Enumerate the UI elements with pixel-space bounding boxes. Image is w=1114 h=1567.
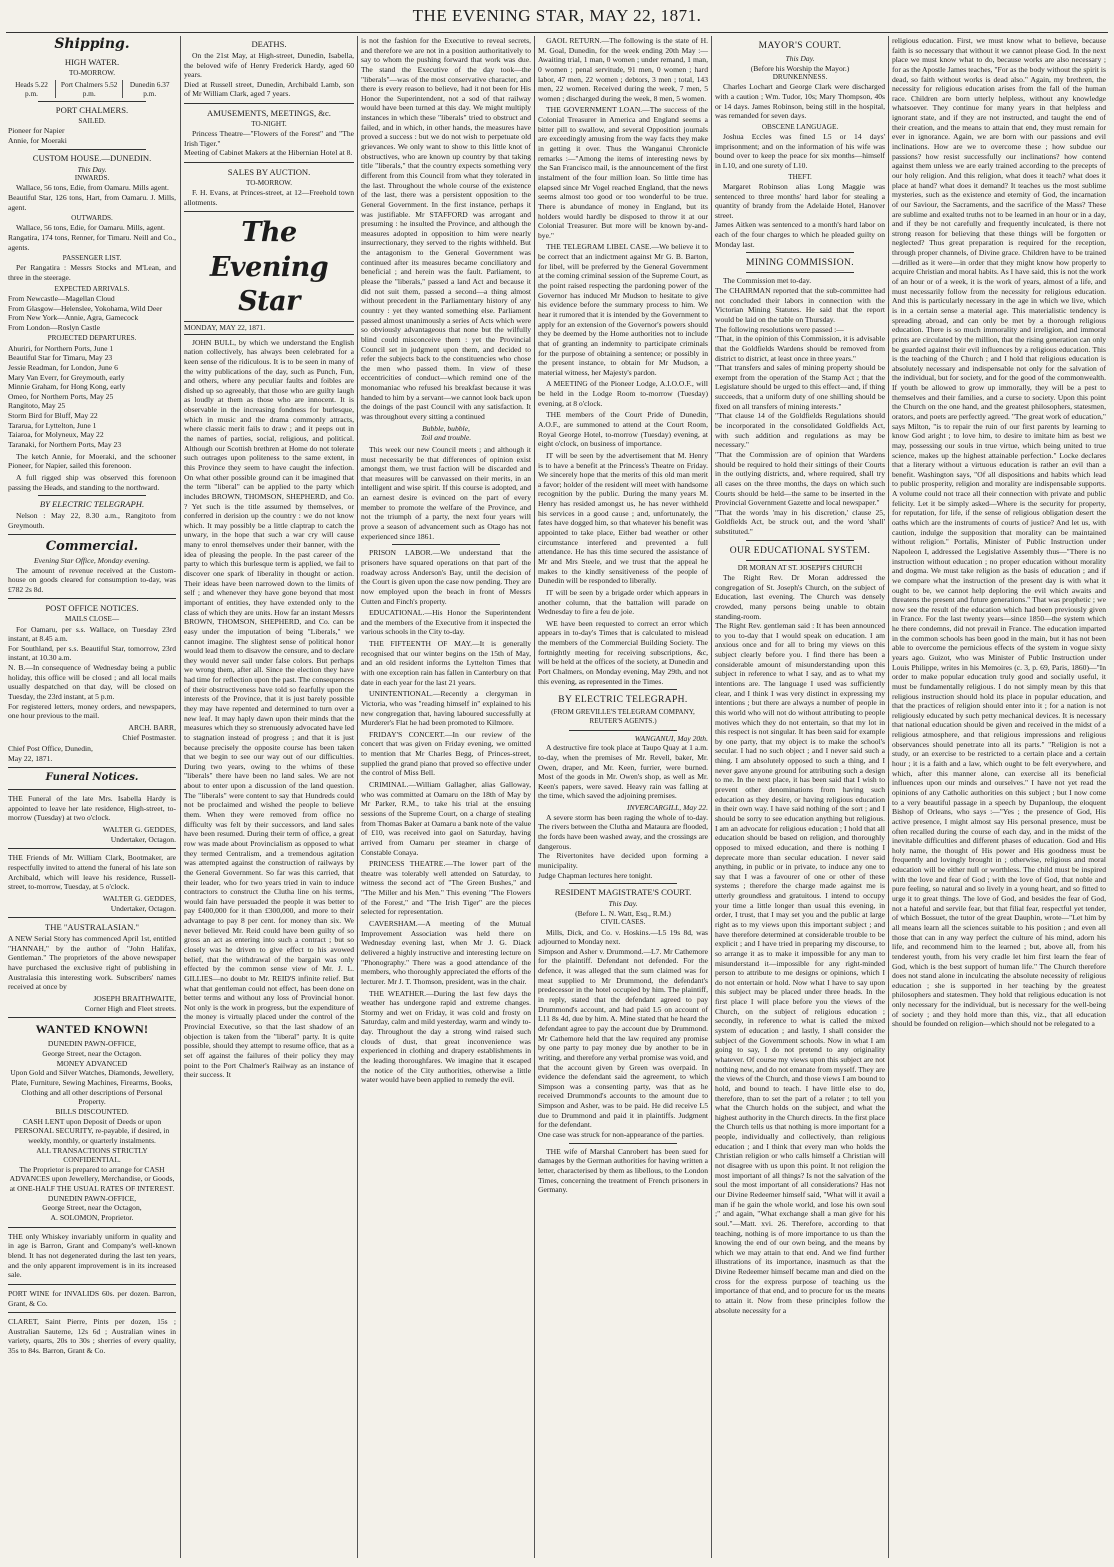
civil-cases-label: CIVIL CASES. xyxy=(600,918,646,927)
newspaper-banner: The Evening Star xyxy=(209,217,329,317)
projected-label: PROJECTED DEPARTURES. xyxy=(47,334,137,343)
column-5 xyxy=(715,36,885,1560)
tide-table xyxy=(8,80,176,99)
criminal-para: CRIMINAL.—William Gallagher, alias Galloway, who was committed at Oamaru on the 18th of May by Mr Parker, R.M., to take his trial at the ensuing sessions of the Supreme Court, on a charge of stealing from Thomas Baker at Oamaru a bank note of the value of £10, was received into gaol on Saturday, having arrived from Oamaru per steamer in charge of Constable Conaya. xyxy=(361,780,531,857)
sailed-label: SAILED. xyxy=(78,117,106,126)
column-divider xyxy=(888,36,889,1558)
civil-cases-text: Mills, Dick, and Co. v. Hoskins.—L5 19s 8d, was adjourned to Monday next. Simpson and Asher v. Drummond.—L7. Mr Cathemore for the plaintiff. Defendant not defended. For the defence, it was alleged that the sum claimed was for meat supplied to Mr Drummond, the defendant's predecessor in the hotel occupied by him. The plaintiff, in reply, stated that the defendant agreed to pay Drummond's account, and had paid L5 on account of L11 8s 4d, due by him. A. Mine stated that he heard the defendant agree to pay the account due by Drummond. Mr Cathemore held that the law required any promise by one party to pay money due by another to be in writing, and therefore any verbal promise was void, and that the account given by Green was overpaid. In evidence the defendant said the agreement, to which Simpson was a consenting party, was that as he received Drummond's accounts to the amount due to Simpson and Asher, was to be paid. He did receive L5 due to Drummond and paid it in plaintiffs. Judgment for the defendant. One case was struck for non-appearance of the parties. xyxy=(538,927,708,1140)
column-6 xyxy=(892,36,1106,1560)
inwards-label: INWARDS. xyxy=(74,174,110,183)
court-pride-para: THE members of the Court Pride of Dunedin, A.O.F., are summoned to attend at the Court Room, Royal George Hotel, to-morrow (Tuesday) evening, at eight o'clock, on business of importance. xyxy=(538,410,708,449)
theft-label: THEFT. xyxy=(788,172,812,181)
australasian-signature: JOSEPH BRAITHWAITE, Corner High and Fleet streets. xyxy=(84,993,176,1013)
funeral-notice-1-signature: WALTER G. GEDDES, Undertaker, Octagon. xyxy=(102,825,176,844)
column-divider xyxy=(534,36,535,1558)
funeral-heading: Funeral Notices. xyxy=(45,772,139,784)
educational-para: EDUCATIONAL.—His Honor the Superintendent and the members of the Executive from it inspected the various schools in the City to-day. xyxy=(361,608,531,637)
editorial-continued: is not the fashion for the Executive to reveal secrets, and therefore we are not in a position authoritatively to say to whom the pushing forward that work was due. The stand the Executive of the day took—the "liberals"—was of the most conservative character, and there is every reason to believe, had it not been for His Honor the Superintendent, not a sod of that railway would have been turned at this day. We might multiply instances in which these "liberals" tried to obstruct and failed, and in which, in other hands, the measures have proved a success : but we do not wish to perpetuate old grievances. We only want to show to this little knot of obstructives, who are known up country by that taking title "liberals," that the country expects something very different from this Council from what they tolerated in the last. Throughout the whole course of the existence of the last, there was a persistent opposition to the General Government. In the first instance, perhaps it was justifiable. Mr STAFFORD was arrogant and presuming : he insulted the Province, and although the measures adopted in opposition to him were nearly insurrectionary, they served to the rights withheld. But the antagonism to the General Government was continued after its measures became conciliatory and beneficial ; and herein was the fault. Parliament, to please the "liberals," passed a land Act and because it did not suit them, passed a second—a thing almost without precedent in the Parliamentary history of any country : yet they wanted something else. Parliament passed almost unanimously a series of Acts which were so obviously advantageous that none but the wilfully blind could misconceive them : yet the Provincial Council set in judgment upon them, and decided to refer the subjects back to the constituencies who chose the men who passed them. In view of these eccentricities of conduct—which remind one of the monomaniac who refused his breakfast because it was handed to him by a servant—we cannot look back upon the doings of the past Council with any satisfaction. It was throughout every sitting a continued xyxy=(361,36,531,421)
mining-commission-text: The Commission met to-day. The CHAIRMAN reported that the sub-committee had not concluded their labors in connection with the Victorian Mining Statutes. He said that the report would be laid on the table on Thursday. The following resolutions were passed :— "That, in the opinion of this Commission, it is advisable that the Goldfields Wardens should be removed from district to district, at least once in three years." "That transfers and sales of mining property should be exempt from the operation of the Stamp Act ; that the Legislature should be urged to this effect—and, if thing succeeds, that a uniform duty of one shilling should be fixed on all transfers of mining interests." "That clause 14 of the Goldfields Regulations should be incorporated in the consolidated Goldfields Act, with such addition and regulations as may be necessary." "That the Commission are of opinion that Wardens should be required to hold their sittings of their Courts in the outlying districts, and, where required, shall try all cases on the three months, the days on which such Courts should be held—the same to be inserted in the Provincial Government Gazette and local newspaper." "That the words 'may in his discretion,' clause 25, Goldfields Act, be struck out, and the word 'shall' substituted." xyxy=(715,276,885,537)
theft-text: Margaret Robinson alias Long Maggie was sentenced to three months' hard labor for stealing a quantity of brandy from the Adelaide Hotel, Hanover street. James Aitken was sentenced to a month's hard labor on each of the four charges to which he pleaded guilty on Monday last. xyxy=(715,181,885,249)
port-chalmers-heading: PORT CHALMERS. xyxy=(55,105,129,116)
fifteenth-may-para: THE FIFTEENTH OF MAY.—It is generally recognised that our winter begins on the 15th of May, and an old resident informs the Lyttelton Times that with one exception rain has fallen in Canterbury on that date in each year for the last 21 years. xyxy=(361,639,531,687)
invercargill-text: A severe storm has been raging the whole of to-day. The rivers between the Clutha and Mataura are flooded, the fords have been washed away, and the crossings are dangerous. The Rivertonites have decided upon forming a municipality. Judge Chapman lectures here tonight. xyxy=(538,812,708,880)
electric-text: Nelson : May 22, 8.30 a.m., Rangitoto from Greymouth. xyxy=(8,511,176,530)
obscene-text: Joshua Eccles was fined L5 or 14 days' imprisonment; and on the information of his wife was bound over to keep the peace for six months—himself in L10, and one surety of L10. xyxy=(715,132,885,171)
high-water-heading: HIGH WATER. xyxy=(64,56,120,67)
commercial-text: The amount of revenue received at the Custom-house on goods cleared for consumption to-day, was £782 2s 8d. xyxy=(8,565,176,594)
funeral-notice-1: THE Funeral of the late Mrs. Isabella Hardy is appointed to leave her late residence, High-street, to-morrow (Tuesday) at two o'clock. xyxy=(8,794,176,823)
gaol-return-para: GAOL RETURN.—The following is the state of H. M. Goal, Dunedin, for the week ending 20th May :—Awaiting trial, 1 man, 0 women ; under remand, 1 man, 0 women ; penal servitude, 91 men, 0 women ; hard labor, 47 men, 22 women ; debtors, 3 men ; total, 143 men, 22 women. Received during the week, 7 men, 5 women ; discharged during the week, 8 men, 5 women. xyxy=(538,36,708,103)
masthead-title: THE EVENING STAR, MAY 22, 1871. xyxy=(412,6,702,25)
post-office-heading: POST OFFICE NOTICES. xyxy=(45,603,139,614)
friday-concert-para: FRIDAY'S CONCERT.—In our review of the concert that was given on Friday evening, we omitted to mention that Mr Charles Begg, of Princes-street, supplied the grand piano that proved so effective under the control of Miss Bell. xyxy=(361,729,531,778)
weather-para: THE WEATHER.—During the last few days the weather has undergone rapid and extreme changes. Stormy and wet on Friday, it was cold and frosty on Saturday, calm and mild yesterday, warm and windy to-day. Throughout the day a strong wind raised such clouds of dust, that great inconvenience was experienced in clothing and drapery establishments in the leading thoroughfares. We imagine that it escaped the notice of the City authorities, otherwise a little water would have been applied to remedy the evil. xyxy=(361,988,531,1085)
sales-heading: SALES BY AUCTION. xyxy=(227,167,311,178)
telegraph-heading: BY ELECTRIC TELEGRAPH. xyxy=(558,695,688,706)
commercial-office: Evening Star Office, Monday evening. xyxy=(34,555,150,565)
tonight-label: TO-NIGHT. xyxy=(251,120,287,129)
customs-heading: CUSTOM HOUSE.—DUNEDIN. xyxy=(32,152,152,163)
funeral-notice-2-signature: WALTER G. GEDDES, Undertaker, Octagon. xyxy=(102,893,176,913)
mining-commission-heading: MINING COMMISSION. xyxy=(745,258,854,269)
masthead-rule xyxy=(6,32,1108,33)
australasian-heading: THE "AUSTRALASIAN." xyxy=(45,922,139,933)
amusements-text: Princess Theatre—"Flowers of the Forest" and "The Irish Tiger." Meeting of Cabinet Makers at the Hibernian Hotel at 8. xyxy=(184,129,354,158)
wanganui-text: A destructive fire took place at Taupo Quay at 1 a.m. to-day, when the premises of Mr. Revell, baker, Mr. Owen, draper, and Mr. Keen, furrier, were burned. Most of the goods in Mr. Owen's shop, as well as Mr. Keen's papers, were saved. Heavy rain was falling at the time, which saved the adjoining premises. xyxy=(538,743,708,801)
educational-system-text: The Right Rev. Dr Moran addressed the congregation of St. Joseph's Church, on the subject of Education, last evening. The Church was densely crowded, many persons being unable to obtain standing-room. The Right Rev. gentleman said : It has been announced to you to-day that I would speak on education. I am anxious once and for all to bring my views on this subject clearly before you. I find there has been a considerable amount of misunderstanding upon this subject in reference to what I say, and as to what my intentions are. The language I used was sufficiently clear, and I think I was very distinct in expressing my intentions ; but there are always a number of people in this world who will not do without attributing to people motives which they do not entertain, so that my lot in this respect is not singular. It has been said for example by one party, that my object is to make the school's secular. I had no such object ; and I never said such a thing. I am absolutely opposed to such a thing, and I never gave anyone ground for attributing such a design to me. In the next place, it has been said that I wish to prevent other denominations from having such education as they desire, or having religious education in their own way. I have said nothing of the sort ; and I should be sorry to see education anything but religious. I am an advocate for religious education ; I hold that all education should be based on religion, and thoroughly opposed to mixed education, and there is nothing I deprecate more than secular education. I never said anything, in public or in private, to induce any one to say that I was a favourer of one or other of these systems ; therefore the charge made against me is utterly groundless and gratuitous. I intend to occupy your time a little longer than usual this evening, in order, I trust, that I may set you and the public at large right as to my views upon this important subject ; and have therefore determined at considerable trouble to be explicit ; and I have tried in preparing my discourse, to so arrange it as to make it impossible for any man to misunderstand it—impossible for any right-minded person to attribute to me designs or opinions, which I do not entertain or hold. Now what I have to say upon this subject may be placed under three heads. In the first place I will place before you the views of the Church, on the subject of religious education ; secondly, in reference to what is called the mixed system of education ; and lastly, I shall consider the subject of the Government schools. Now in what I am going to say, I do not pretend to any originality whatever. Of course my views upon this subject are not nothing new, and do not emanate from myself. They are the views of the Church, and those views I am bound to hold, and bound to teach. I have little else to do, therefore, than to set the part of a relater ; to tell you what the Church holds on the subject, and what the highest authority in the Church directs. In the first place the Church tells us that nothing is more important for a people, individually and collectively, than religious education ; and I think that every man who holds the Christian religion or who calls himself a Christian will not disagree with us upon this point. It not religion the most important of all things? Is not the salvation of the soul the most important of all considerations? Has not our Divine Redeemer himself said, "What will it avail a man if he gain the whole world, and lose his own soul ;" and again, "What exchange shall a man give for his soul."—Matt. xvi. 26. Therefore, according to that teaching, nothing is of more importance to us than the knowing the end of our own being, and the means by which we may attain to that end. And we find further illustrations of its importance, inasmuch as that the Divine Redeemer himself became man and died on the cross for the express purpose of teaching us the importance of that end, and to procure for us the means to attain it. Now from these principles follow the absolute necessity for a xyxy=(715,572,885,1315)
sales-text: F. H. Evans, at Princes-street, at 12—Freehold town allotments. xyxy=(184,188,354,207)
mayors-court-heading: MAYOR'S COURT. xyxy=(758,41,842,51)
prison-labor-para: PRISON LABOR.—We understand that the prisoners have squared operations on that part of the roadway across Anderson's Bay, until the decision of the Court is given upon the case now pending. They are now employed upon the beach in front of Messrs Cutten and Finch's property. xyxy=(361,548,531,606)
wanted-known-text: DUNEDIN PAWN-OFFICE, George Street, near the Octagon. MONEY ADVANCED Upon Gold and Silver Watches, Diamonds, Jewellery, Plate, Furniture, Sewing Machines, Firearms, Books, Clothing and all other descriptions of Personal Property. BILLS DISCOUNTED. CASH LENT upon Deposit of Deeds or upon PERSONAL SECURITY, re-payable, if desired, in weekly, monthly, or quarterly instalments. ALL TRANSACTIONS STRICTLY CONFIDENTIAL. The Proprietor is prepared to arrange for CASH ADVANCES upon Jewellery, Merchandise, or Goods, at ONE-HALF THE USUAL RATES OF INTEREST. DUNEDIN PAWN-OFFICE, George Street, near the Octagon, A. SOLOMON, Proprietor. xyxy=(9,1039,175,1223)
shipping-heading: Shipping. xyxy=(54,36,130,52)
invercargill-dateline: INVERCARGILL, May 22. xyxy=(627,803,708,813)
passenger-text: Per Rangatira : Messrs Stocks and M'Lean, and three in the steerage. xyxy=(8,263,176,283)
column-divider xyxy=(711,36,712,1558)
funeral-notice-2: THE Friends of Mr. William Clark, Bootmaker, are respectfully invited to attend the funeral of his late son Archibald, which will leave his residence, Russell-street, to-morrow, Tuesday, at 5 o'clock. xyxy=(8,853,176,892)
deaths-heading: DEATHS. xyxy=(251,39,287,49)
port-wine-advert: PORT WINE for INVALIDS 60s. per dozen. Barron, Grant, & Co. xyxy=(8,1288,176,1308)
expected-text: From Newcastle—Magellan Cloud From Glasgow—Helenslee, Yokohama, Wild Deer From New York—Annie, Agra, Gamecock From London—Roslyn Castle xyxy=(8,293,163,332)
column-divider xyxy=(357,36,358,1558)
whisky-advert: THE only Whiskey invariably uniform in quality and in age is Barron, Grant and Company's well-known blend. It has not degenerated during the last ten years, and the only apparent improvement is in its increased sale. xyxy=(8,1231,176,1280)
editorial-conclusion: This week our new Council meets ; and although it must necessarily be that differences of opinion exist amongst them, we trust faction will be discarded and that measures will be canvassed on their merits, in an intelligent and wise spirit. If this course is adopted, and an earnest desire is evinced on the part of every member to promote the welfare of the Province, and not the triumph of a party, the next four years will prove a season of advancement such as Otago has not experienced since 1861. xyxy=(361,444,531,541)
column-4 xyxy=(538,36,708,1560)
post-office-date: Chief Post Office, Dunedin, May 22, 1871. xyxy=(8,744,93,763)
unintentional-para: UNINTENTIONAL.—Recently a clergyman in Victoria, who was "reading himself in" explained to his new congregation that, having laboured successfully at Murderer's Flat he had been promoted to Kilmore. xyxy=(361,689,531,728)
correction-para: WE have been requested to correct an error which appears in to-day's Times that is calculated to mislead the members of the Commercial Building Society. The fortnightly meeting for receiving subscriptions, &c, will be held at the offices of the society, at Dunedin and Port Chalmers, on Monday evening, May 29th, and not this evening, as represented in the Times. xyxy=(538,618,708,686)
post-office-text: For Oamaru, per s.s. Wallace, on Tuesday 23rd instant, at 8.45 a.m. For Southland, per s.s. Beautiful Star, tomorrow, 23rd instant, at 10.30 a.m. N. B.—In consequence of Wednesday being a public holiday, this office will be closed ; and all local mails usually despatched on that day, will be closed on Tuesday, the 23rd instant, at 5 p.m. For registered letters, money orders, and newspapers, one hour previous to the mail. xyxy=(8,624,176,721)
deaths-text: On the 21st May, at High-street, Dunedin, Isabella, the beloved wife of Henry Frederick Hardy, aged 60 years. Died at Russell street, Dunedin, Archibald Lamb, son of Mr William Clark, aged 7 years. xyxy=(184,50,354,99)
commercial-heading: Commercial. xyxy=(45,539,139,555)
government-loan-para: THE GOVERNMENT LOAN.—The success of the Colonial Treasurer in America and England seems a bitter pill to swallow, and several Opposition journals are exceedingly amusing from the way facts they make in getting it over. Thus the Wanganui Chronicle remarks :—"Among the items of interesting news by the San Francisco mail, is the announcement of the first instalment of the four million loan. So little time has elapsed since Mr Vogel reached England, that the news seems almost too good or too wonderful to be true. There is abundance of money in England, but its holders would hardly be disposed to throw it at our Colonial Treasurer. But more will be known by-and-bye." xyxy=(538,105,708,240)
inwards-text: Wallace, 56 tons, Edie, from Oamaru. Mills agent. Beautiful Star, 126 tons, Hart, from Oamaru. J. Mills, agent. xyxy=(8,183,176,212)
post-office-signature: ARCH. BARR, Chief Postmaster. xyxy=(122,722,176,742)
obscene-label: OBSCENE LANGUAGE. xyxy=(761,123,839,132)
masthead xyxy=(0,0,1114,34)
passenger-label: PASSENGER LIST. xyxy=(62,254,122,263)
tide-port-chalmers: Port Chalmers 5.52 p.m. xyxy=(56,80,123,99)
ketch-text: The ketch Annie, for Moeraki, and the schooner Pioneer, for Napier, sailed this forenoon. xyxy=(8,451,176,471)
customs-date: This Day. xyxy=(77,164,107,174)
resident-court-day: This Day. xyxy=(608,899,638,909)
australasian-text: A NEW Serial Story has commenced April 1st, entitled "HANNAH," by the author of "John Halifax, Gentleman." The proprietors of the above newspaper have purchased the exclusive right of publishing in Australasia this interesting work. Subscribers' names received at once by xyxy=(8,934,176,992)
column-3 xyxy=(361,36,531,1560)
tomorrow-label: TO-MORROW. xyxy=(68,68,116,77)
libel-case-para: THE TELEGRAM LIBEL CASE.—We believe it to be correct that an indictment against Mr G. B. Barton, for libel, will be preferred by the General Government at the coming criminal session of the Supreme Court, as the point raised respecting the pardoning power of the Governor has induced Mr Mudson to hesitate to give his evidence before the summary process to him. We hear it rumored that it is intended by the Government to apply for an extension of the Governor's powers should they be deemed by the Home authorities not to include that of granting an indemnity to participate criminals for the purpose of obtaining a sentence; or possibly in the present instance, to obtain for Mr Mudson, a material witness, her Majesty's pardon. xyxy=(538,242,708,377)
column-2 xyxy=(184,36,354,1560)
column-1 xyxy=(8,36,176,1560)
resident-court-heading: RESIDENT MAGISTRATE'S COURT. xyxy=(554,887,692,898)
amusements-heading: AMUSEMENTS, MEETINGS, &c. xyxy=(207,108,331,119)
outwards-label: OUTWARDS. xyxy=(71,214,113,223)
caversham-para: CAVERSHAM.—A meeting of the Mutual Improvement Association was held there on Wednesday evening last, when Mr J. G. Diack delivered a highly instructive and interesting lecture on "Phonography." There was a good attendance of the members, who thoroughly appreciated the efforts of the lecturer. Mr J. T. Thomson, president, was in the chair. xyxy=(361,919,531,986)
drunkenness-text: Charles Lochart and George Clark were discharged with a caution ; Wm. Tudor, 10s; Mary Thompson, 40s or 14 days. James Robinson, being still in the hospital, was remanded for seven days. xyxy=(715,82,885,121)
editorial-text: JOHN BULL, by which we understand the English nation collectively, has always been celebrated for a keen sense of the ridiculous. It is to be seen in many of the witty publications of the day, such as Punch, Fun, and others, where any peculiar faults and foibles are dished up so agreeably, that those who are guilty laugh as loudly at them as those who are innocent. It is observable in the increasing fondness for burlesque, which in music and the drama commonly attracts, where classic merit fails to draw ; and it peeps out in the names of parties, social, religious, and political. Although our Scottish brethren at Home do not tolerate such outrages upon politeness to the same extent, in this Province they seem to have caught the infection. On what other possible ground can it be imagined that the term "liberal" can be applied to the party which includes BROWN, THOMSON, SHEPHERD, and Co. ? Yet such is the title assumed by themselves, or conferred in derision up the country : we do not know which. It may possibly be a little claptrap to catch the unwary, in the hope that such a war cry will cause many to enrol themselves under their banner, with the idea of pleasing the people. In the past career of the party to which this burlesque term is applied, we fail to discover one spark of liberality in thought or action. Their ideas have been narrowed down to the limits of self ; and whenever they have gone beyond that most important of entities, they have extended only to the class of which they are units. How far an instant Messrs BROWN, THOMSON, SHEPHERD, and Co. can be easy under the imputation of being "Liberals," we cannot imagine. The slightest sense of political honor would lead them to disavow the censure, and to declare they would never sail under false colors. But perhaps we wrong them, after all. Since the election they have had time for reflection upon the past. The consequences of their obstructiveness have told so fearfully upon the interests of the Province, that it is just barely possible they may have repented and determined to turn over a new leaf. It may haply dawn upon their minds that the measures which they so strenuously advocated have led to stagnation instead of progress ; and that it is just because precisely the opposite course has been taken that we begin to see our way out of our difficulties. During two years, owing to the whims of these "liberals" there have been no land sales. We are not about to enter upon a discussion of the land question. The "liberals" were content to say that Hundreds could not be proclaimed and wished the people to believe them. When they were removed from office no difficulty was felt by their successors, and land sales have been resumed. During their term of office, a great row was made about Provincialism as opposed to what they termed Centralism, and a tremendous agitation was attempted against the construction of railways by the General Government. So far was this carried, that their leader, who for two years tried in vain to induce contractors to construct the Clutha line on his terms, would fain have persuaded the people it was better to pay £400,000 for it than £300,000, and more to their advantage to pay 8 per cent. for money than six. We never believed Mr. Reid could have been guilty of so gross an act as entering into such a contract ; but so closely was he driven to give effect to his avowed belief, that the withdrawal of the bargain was only effected by the common sense view of Mr. J. L. GILLIES—no doubt to Mr. REID'S infinite relief. But what that gentleman could not effect, has been done on better terms and without any loss of Provincial honor. Not only is the work in progress, but the expenditure of the money is virtually placed under the control of the Provincial Executive, so that the last shadow of an objection is taken from the "liberal" party. It is quite possible, should they attempt to resume office, that as a set off against the failures of their policy they may point to the Port Chalmer's Railway as an instance of their success. It xyxy=(184,337,354,1080)
sailed-text: Pioneer for Napier Annie, for Moeraki xyxy=(8,126,67,146)
wanganui-dateline: WANGANUI, May 20th. xyxy=(634,733,708,743)
claret-advert: CLARET, Saint Pierre, Pints per dozen, 15s ; Australian Sauterne, 12s 6d ; Australian wines in variety, quarts, 20s to 30s ; sherries of every quality, 35s to 84s. Barron, Grant & Co. xyxy=(8,1317,176,1356)
princess-theatre-para: PRINCESS THEATRE.—The lower part of the theatre was tolerably well attended on Saturday, to witness the second act of "The Green Bushes," and "The Miller and his Men." This evening "The Flowers of the Forest," and "The Irish Tiger" are the pieces selected for representation. xyxy=(361,859,531,917)
henry-benefit-para: IT will be seen by the advertisement that M. Henry is to have a benefit at the Princess's Theatre on Friday. We sincerely hope that the merits of this old man merit a favor; holder of the resident will meet with handsome recognition by the public. During the many years M. Henry has resided amongst us, he has never withheld his services in a good cause ; and, unfortunately, the fates have dogged him, so that whatever his benefit was appointed to take place, Either bad weather or other circumstance interfered and prevented a full attendance. He has this time secured the assistance of Mr and Mrs Steele, and we trust that the appeal he makes to the kindly sensitiveness of the people of Dunedin will be responded to liberally. xyxy=(538,450,708,586)
dateline-date: MONDAY, MAY 22, 1871. xyxy=(184,323,266,333)
rigged-text: A full rigged ship was observed this forenoon passing the Heads, and standing to the northward. xyxy=(8,472,176,492)
canrobert-para: THE wife of Marshal Canrobert has been sued for damages by the German authorities for having written a letter, characterised by them as libellous, to the London Times, concerning the treatment of French prisoners in Germany. xyxy=(538,1146,708,1195)
educational-system-sub: DR MORAN AT ST. JOSEPH'S CHURCH xyxy=(737,563,863,572)
column-divider xyxy=(180,36,181,1558)
expected-label: EXPECTED ARRIVALS. xyxy=(54,284,130,293)
educational-system-heading: OUR EDUCATIONAL SYSTEM. xyxy=(729,545,871,556)
outwards-text: Wallace, 56 tons, Edie, for Oamaru. Mills, agent. Rangatira, 174 tons, Renner, for Timaru. Neill and Co., agents. xyxy=(8,223,176,252)
mayors-court-day: This Day. xyxy=(785,54,815,64)
resident-court-before: (Before L. N. Watt, Esq., R.M.) xyxy=(575,908,671,918)
electric-heading: BY ELECTRIC TELEGRAPH. xyxy=(39,499,145,510)
pioneer-lodge-para: A MEETING of the Pioneer Lodge, A.I.O.O.F., will be held in the Lodge Room to-morrow (Tuesday) evening, at 8 o'clock. xyxy=(538,379,708,408)
sales-tomorrow-label: TO-MORROW. xyxy=(245,178,293,187)
mails-close-label: MAILS CLOSE— xyxy=(64,615,120,624)
drunkenness-label: DRUNKENNESS. xyxy=(772,73,828,82)
verse-quote: Bubble, bubble, Toil and trouble. xyxy=(420,423,472,443)
dateline xyxy=(184,321,354,334)
educational-system-continued: religious education. First, we must know what to believe, because faith is so necessary that without it we cannot please God. In the next place we must know what to do, because works are also necessary ; for as the Apostle James teaches, "For as the body without the spirit is dead, so faith without works is dead also." Again, my brethren, the necessity for religious education arises from the fall of the human race. Children are born utterly helpless, without any knowledge whatsoever. They continue for many years in that helpless and ignorant state, and if they are not instructed, and taught the end of their creation, and the means to attain that end, they must remain for ever in ignorance. Again, we are born with our passions and evil inclinations. How are we to overcome these ; how subdue our passions? how resist successfully our inclinations? how contend against them unless we are early trained according to the precepts of our holy religion. And this religion, what does it teach? what does it place at hand? what does it demand? It teaches us the most sublime mysteries, such as the existence and eternity of God, the incarnation of our Saviour, the Sacraments, and the sacrifice of the Mass? These are sublime and exalted truths not to be learned in an hour or in a day, and if they be not carefully and frequently inculcated, is there not strong reason for believing that these things will be forgotten or neglected? Thus great preparation is required for the reception, through proper channels, of Divine grace. Children have to be trained—drilled as it were—in order that they might know how properly to acquire Christian and moral habits. As I have said, this is not the work of an hour or of a week, it is the work of years, almost of a life, and must necessarily follow from the necessity for religious education. And this is particularly necessary in the age in which we live, which is in a certain sense a material age. This materialistic tendency is spreading abroad, and can only be met by a thorough religious education. There is so much immorality and irreligion, and immoral prints are circulated by the million, that the rising generation can only be guarded against their evil influences by a religious education. This is the teaching of the Church ; and I hold that religious education is absolutely necessary and indispensable not only for the salvation of the individual, but for society, and for the good of the commonwealth. If youth be allowed to grow up immorally, they will be a pest to themselves and their families, and a curse to society. Upon this point the Church on the one hand, and the greatest philosophers, statesmen, orators, and poets are perfectly agreed. "The great work of education," says Milton, "is to repair the ruin of our first parents by learning to know God aright ; to love him, to desire to imitate him as best we may, possessing our souls in true virtue, which being united to true science, makes up the highest attainable perfection." Locke declares that a literary without a virtuous education is rather an evil than a benefit. Washington says, "Of all dispositions and habits which lead to public prosperity, religion and morality are indispensable supports. A volume could not trace all their connection with private and public felicity. Let it be simply asked—Where is the security for property, for reputation, for life, if the sense of religious obligation desert the oaths which are the instruments of courts of justice? And let us, with caution, indulge the supposition that morality can be maintained without religion." Portalis, Minister of Public Instruction under Napoleon I, addressed the Legislative Assembly thus—"There is no instruction without education ; no proper education without morality and dogma. We must take religion as the basis of education ; and if we compare what the instruction of the present day is with what it ought to be, we cannot help deploring the evil which awaits and threatens the present and future generations." That was prophetic ; we now see the result of the education which had been previously given in France. For the last twenty years—since 1850—the system which he there condemns, did not prevail in France. The education imparted in the common schools has been good in the main, but it has not been able to overcome the pernicious effects of the system in vogue sixty years ago. Guizot, who was Minister of Public Instruction under Louis Philippe, writes in his Memoires (c. 3, p. 69, Paris, 1860)—"In order to make popular education truly good and socially useful, it must be fundamentally religious. I do not simply mean by this that religious instruction should hold its place in popular education, and that the practices of religion should enter into it ; for a nation is not religiously educated by such petty mechanical devices. It is necessary that national education should be given and received in the midst of a religious atmosphere, and that religious impressions and religious observances should penetrate into all its parts." "Religion is not a study, or an exercise to be restricted to a certain place and a certain hour ; it is a faith and a law, which ought to be felt everywhere, and which, after this manner alone, can exercise all its beneficial influences upon our minds and ourselves." I have not yet read the opinions of any Catholic authorities on this subject ; but I now come to a very beautiful passage in a speech by Dupanloup, the eloquent Bishop of Orleans, who says :—"Yes ; the presence of God, His active presence, I might almost say His personal presence, must be often recalled during the course of each day, and in the midst of the inevitable difficulties and different phases of education. God and His holy name, the thought of His power and His goodness must be frequently and lovingly brought in ; otherwise, religious and moral education will be either null or worthless. The child must be inspired with the love and fear of God ; with the love of God, that noble and pure feeling, so natural and so lively in a young heart, and so fitted to urge it to great things. The love of God, and besides the fear of God, not a hateful and servile fear, but that filial fear, respectful yet tender, of which Bossuet, the tutor of the great Dauphin, wrote—"Let him by all means learn all the sciences suitable to his position ; and even all those that can in any way perfect the culture of his mind, adorn his life, and recommend him to the learned ; but, above all, from his tenderest youth, from his very cradle let him first learn the fear of God, which is the best support of human life." The Church therefore does not stand alone in inculcating the absolute necessity of religious education ; she is supported in her teaching by the greatest philosophers and statesmen. They hold that religious education is not only necessary for the individual, but is necessary for the well-being of society ; and they hold more than this, viz., that all education should be founded on religion—which should not be relegated to a xyxy=(892,36,1106,1029)
mayors-court-before: (Before his Worship the Mayor.) xyxy=(750,63,850,73)
tide-heads: Heads 5.22 p.m. xyxy=(8,80,56,99)
telegraph-source: (FROM GREVILLE'S TELEGRAM COMPANY, REUTER'S AGENTS.) xyxy=(551,708,695,726)
wanted-known-heading: WANTED KNOWN! xyxy=(35,1022,149,1037)
projected-text: Ahuriri, for Northern Ports, June 1 Beautiful Star for Timaru, May 23 Jessie Readman, for London, June 6 Mary Van Everr, for Greymouth, early Minnie Graham, for Hong Kong, early Omeo, for Northern Ports, May 25 Rangitoto, May 25 Storm Bird for Bluff, May 22 Tararua, for Lyttelton, June 1 Taiaroa, for Molyneux, May 22 Taranaki, for Northern Ports, May 23 xyxy=(8,343,126,450)
brigade-para: IT will be seen by a brigade order which appears in another column, that the battalion will parade on Wednesday to fire a feu de joie. xyxy=(538,587,708,617)
tide-dunedin: Dunedin 6.37 p.m. xyxy=(129,79,170,99)
